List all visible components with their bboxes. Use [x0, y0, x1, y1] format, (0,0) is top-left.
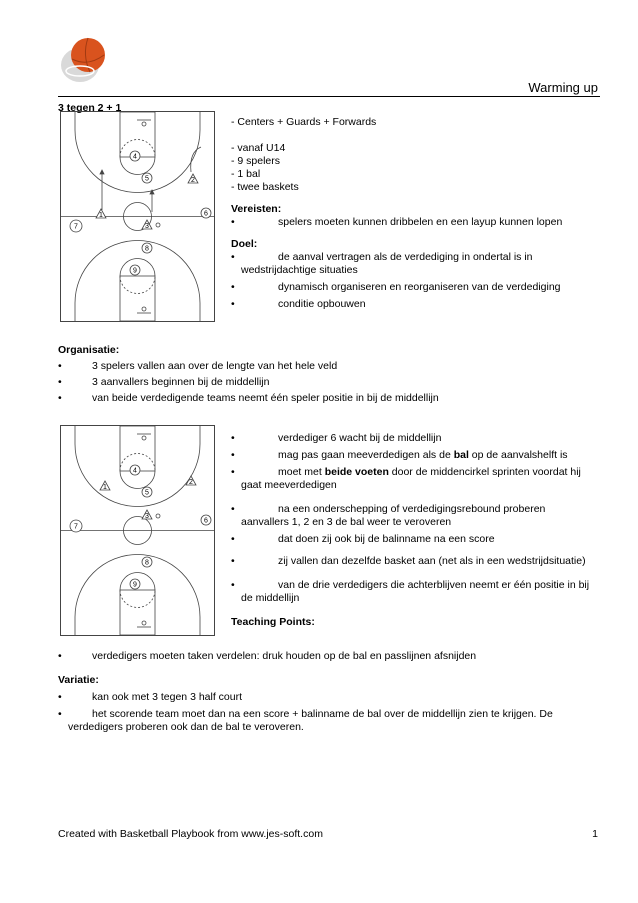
list-item — [231, 555, 596, 568]
list-item-text: 3 aanvallers beginnen bij de middellijn — [92, 376, 270, 388]
doel-heading: Doel: — [231, 238, 258, 250]
list-item — [58, 708, 603, 721]
intro-line: - Centers + Guards + Forwards — [231, 116, 377, 128]
bullet: • — [231, 466, 235, 478]
list-item-text: spelers moeten kunnen dribbelen en een layup kunnen lopen — [278, 216, 563, 228]
bullet: • — [231, 432, 235, 444]
list-item-text: op de aanvalshelft is — [468, 449, 568, 461]
list-item-text: verdediger 6 wacht bij de middellijn — [278, 432, 442, 444]
player-9-label: 9 — [133, 267, 137, 275]
player-7-label: 7 — [74, 223, 78, 231]
list-item-text: wedstrijdachtige situaties — [241, 264, 358, 276]
list-item-text: na een onderschepping of verdedigingsrebound proberen — [278, 503, 546, 515]
intro-spacer — [231, 129, 596, 142]
spacer — [231, 229, 596, 238]
player-1-label: 1 — [99, 212, 103, 219]
list-item — [231, 216, 596, 229]
list-item-text: verdedigers moeten taken verdelen: druk houden op de bal en passlijnen afsnijden — [92, 650, 477, 662]
bullet: • — [231, 298, 235, 310]
list-item — [58, 650, 603, 663]
list-item-continuation — [231, 264, 596, 277]
list-item — [58, 392, 603, 405]
bullet: • — [231, 251, 235, 263]
footer-credit: Created with Basketball Playbook from www.jes-soft.com — [58, 828, 323, 840]
bullet: • — [58, 376, 62, 388]
spacer — [231, 605, 596, 616]
list-item-text: gaat meeverdedigen — [241, 479, 337, 491]
list-item-text: zij vallen dan dezelfde basket aan (net als in een wedstrijdsituatie) — [278, 555, 586, 567]
list-item-text: kan ook met 3 tegen 3 half court — [92, 691, 243, 703]
list-item — [231, 579, 596, 592]
basketball-logo-icon — [58, 35, 110, 85]
list-item-text: moet met — [278, 466, 325, 478]
intro-line: - 1 bal — [231, 168, 261, 180]
player-4-label: 4 — [133, 467, 137, 475]
list-item-text: 3 spelers vallen aan over de lengte van het hele veld — [92, 360, 338, 372]
list-item — [231, 533, 596, 546]
player-3-label: 3 — [145, 513, 149, 520]
teaching-points-heading: Teaching Points: — [231, 616, 315, 628]
variatie-section — [58, 674, 603, 734]
list-item — [231, 503, 596, 516]
list-item-emphasis: beide voeten — [324, 466, 389, 478]
exercise-title: 3 tegen 2 + 1 — [58, 102, 122, 114]
list-item-text: verdedigers proberen ook dan de bal te veroveren. — [68, 721, 304, 733]
list-item-text: door de middencirkel sprinten voordat hij — [388, 466, 581, 478]
list-item — [231, 449, 596, 462]
player-4-label: 4 — [133, 153, 137, 161]
list-item — [231, 251, 596, 264]
bullet: • — [231, 216, 235, 228]
list-item — [231, 466, 596, 479]
vereisten-heading: Vereisten: — [231, 203, 282, 215]
bullet: • — [58, 691, 62, 703]
list-item-text: de middellijn — [241, 592, 300, 604]
player-1-label: 1 — [103, 484, 107, 491]
list-item — [58, 360, 603, 373]
list-item — [231, 298, 596, 311]
organisatie-heading: Organisatie: — [58, 344, 120, 356]
bullet: • — [231, 449, 235, 461]
spacer — [231, 194, 596, 203]
bullet: • — [58, 708, 62, 720]
list-item-text: aanvallers 1, 2 en 3 de bal weer te veroveren — [241, 516, 452, 528]
exercise-info-column — [231, 116, 596, 311]
player-8-label: 8 — [145, 559, 149, 567]
bullet: • — [231, 555, 235, 567]
bullet: • — [58, 392, 62, 404]
bullet: • — [58, 360, 62, 372]
bullet: • — [231, 579, 235, 591]
page-header-title: Warming up — [528, 80, 598, 95]
player-6-label: 6 — [204, 210, 208, 218]
list-item-continuation — [231, 479, 596, 492]
list-item-text: het scorende team moet dan na een score + balinname de bal over de middellijn zien te krijgen. De — [92, 708, 553, 720]
spacer — [231, 546, 596, 555]
player-2-label: 2 — [191, 177, 195, 184]
page-number: 1 — [592, 828, 598, 840]
bullet: • — [231, 503, 235, 515]
list-item-text: dat doen zij ook bij de balinname na een score — [278, 533, 495, 545]
list-item-text: mag pas gaan meeverdedigen als de — [278, 449, 454, 461]
list-item-text: dynamisch organiseren en reorganiseren van de verdediging — [278, 281, 561, 293]
list-item-text: conditie opbouwen — [278, 298, 366, 310]
player-6-label: 6 — [204, 517, 208, 525]
variatie-heading: Variatie: — [58, 674, 99, 686]
court-diagram-1 — [60, 111, 215, 322]
player-8-label: 8 — [145, 245, 149, 253]
bullet: • — [231, 281, 235, 293]
intro-line: - vanaf U14 — [231, 142, 286, 154]
list-item-text: van beide verdedigende teams neemt één speler positie in bij de middellijn — [92, 392, 439, 404]
header-divider — [58, 96, 600, 97]
player-3-label: 3 — [145, 223, 149, 230]
court-diagram-2 — [60, 425, 215, 636]
list-item-continuation — [231, 592, 596, 605]
list-item-continuation — [231, 516, 596, 529]
intro-line: - 9 spelers — [231, 155, 281, 167]
list-item — [231, 281, 596, 294]
intro-line: - twee baskets — [231, 181, 299, 193]
list-item-continuation — [58, 721, 603, 734]
spacer — [231, 492, 596, 503]
exercise-rules-column — [231, 432, 596, 629]
bullet: • — [58, 650, 62, 662]
list-item — [58, 691, 603, 704]
list-item-text: van de drie verdedigers die achterblijven neemt er één positie in bij — [278, 579, 590, 591]
player-9-label: 9 — [133, 581, 137, 589]
spacer — [231, 568, 596, 579]
player-7-label: 7 — [74, 523, 78, 531]
organisatie-section — [58, 344, 603, 405]
player-2-label: 2 — [189, 479, 193, 486]
list-item — [231, 432, 596, 445]
player-5-label: 5 — [145, 489, 149, 497]
teaching-points-section — [58, 650, 603, 663]
list-item-emphasis: bal — [453, 449, 469, 461]
list-item — [58, 376, 603, 389]
bullet: • — [231, 533, 235, 545]
list-item-text: de aanval vertragen als de verdediging in ondertal is in — [278, 251, 533, 263]
player-5-label: 5 — [145, 175, 149, 183]
